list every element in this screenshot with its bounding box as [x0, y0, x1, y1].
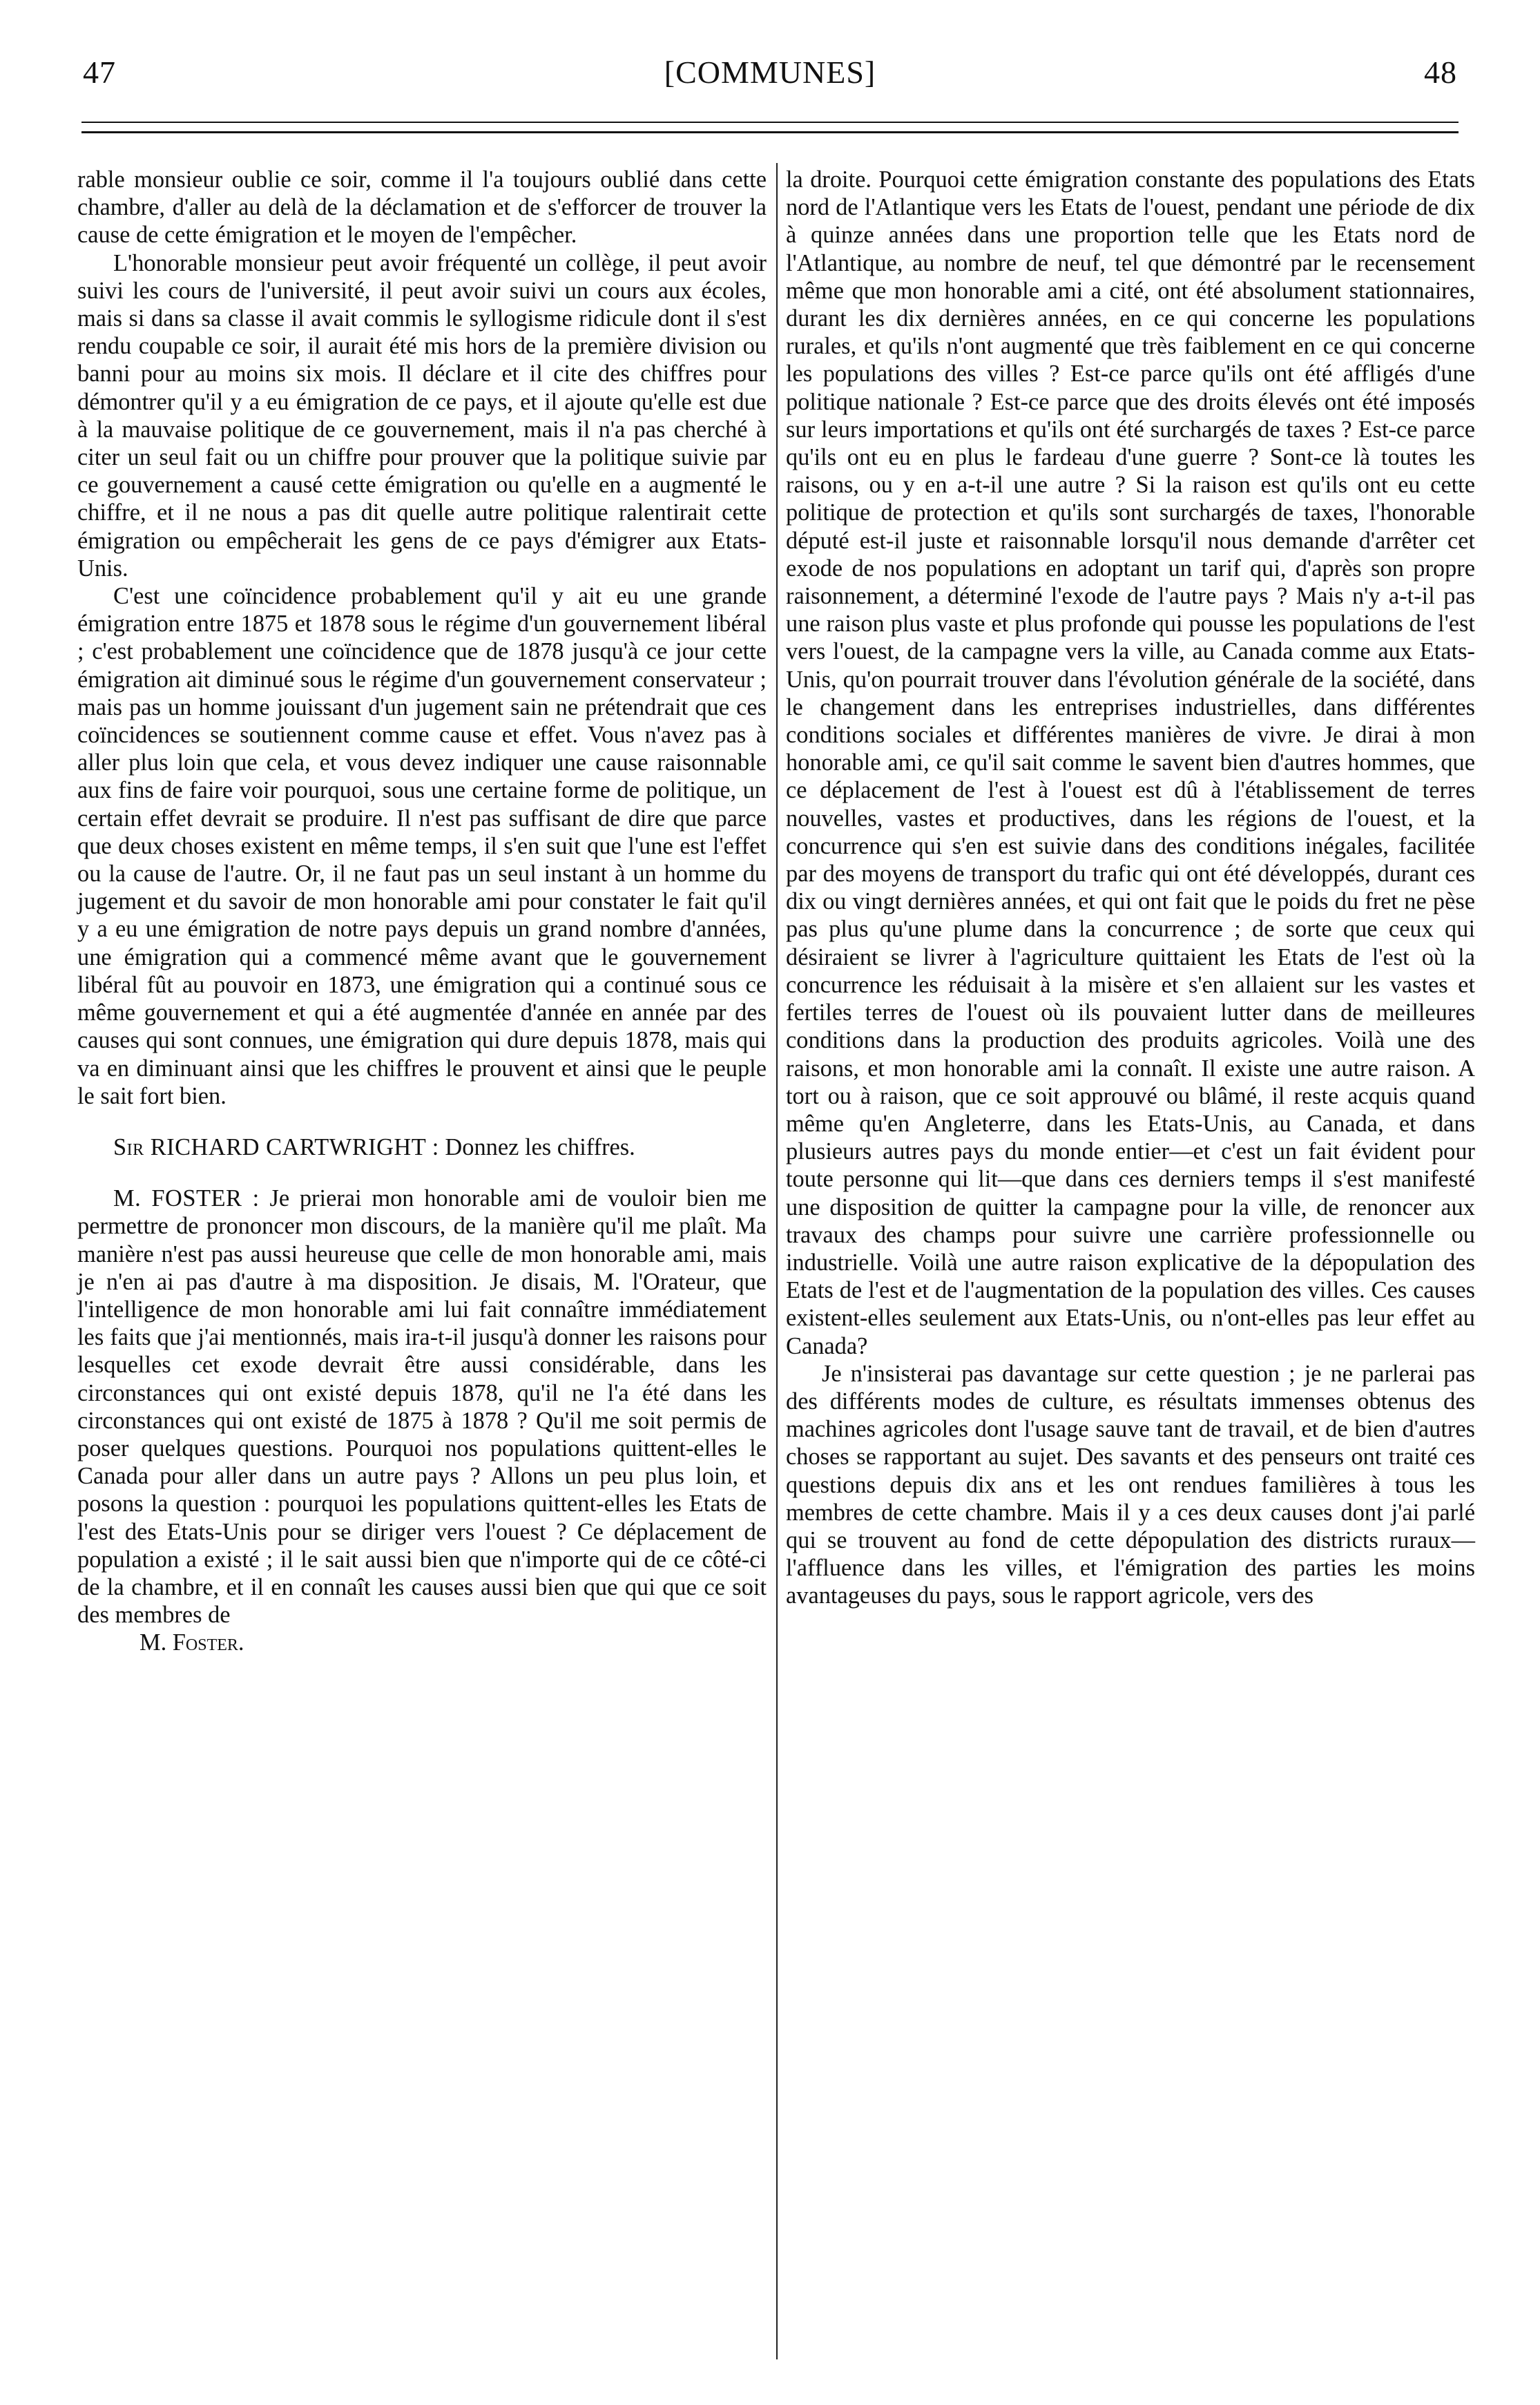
- right-column: [786, 166, 1475, 1610]
- header-rule-thin: [81, 122, 1459, 123]
- paragraph: Je n'insisterai pas davantage sur cette question ; je ne parlerai pas des différents modes de culture, es résultats immenses obtenus des machines agricoles dont l'usage sauve tant de travail, et de bien d'autres choses se rapportant au sujet. Des savants et des penseurs ont traité ces questions depuis dix ans et les ont rendues familières à tous les membres de cette chambre. Mais il y a ces deux causes dont j'ai parlé qui se trouvent au fond de cette dépopulation des districts ruraux—l'affluence dans les villes, et l'émigration des parties les moins avantageuses du pays, sous le rapport agricole, vers des: [786, 1360, 1475, 1609]
- speech-paragraph: [77, 1185, 767, 1629]
- paragraph: la droite. Pourquoi cette émigration constante des populations des Etats nord de l'Atlantique vers les Etats de l'ouest, pendant une période de dix à quinze années dans une proportion telle que les Etats nord de l'Atlantique, au nombre de neuf, tel que démontré par le recensement même que mon honorable ami a cité, ont été absolument stationnaires, durant les dix dernières années, en ce qui concerne les populations rurales, et qu'ils n'ont augmenté que très faiblement en ce qui concerne les populations des villes ? Est-ce parce qu'ils ont été affligés d'une politique nationale ? Est-ce parce que des droits élevés ont été imposés sur leurs importations et qu'ils ont été surchargés de taxes ? Est-ce parce qu'ils ont eu en plus le fardeau d'une guerre ? Sont-ce là toutes les raisons, ou y en a-t-il une autre ? Si la raison est qu'ils ont eu cette politique de protection et qu'ils sont surchargés de taxes, l'honorable député est-il juste et raisonnable lorsqu'il nous demande d'arrêter cet exode de nos populations en adoptant un tarif qui, d'après son propre raisonnement, a déterminé l'exode de l'autre pays ? Mais n'y a-t-il pas une raison plus vaste et plus profonde qui pousse les populations de l'est vers l'ouest, de la campagne vers la ville, au Canada comme aux Etats-Unis, qu'on pourrait trouver dans l'évolution générale de la société, dans le changement dans les entreprises industrielles, dans différentes conditions sociales et différentes manières de vivre. Je dirai à mon honorable ami, ce qu'il sait comme le savent bien d'autres hommes, que ce déplacement de l'est à l'ouest est dû à l'établissement de terres nouvelles, vastes et productives, dans les régions de l'ouest, et la concurrence qui s'en est suivie dans des conditions inégales, facilitée par des moyens de transport du trafic qui ont été développés, durant ces dix ou vingt dernières années, et qui ont fait que le poids du fret ne pèse pas plus qu'une plume dans la concurrence ; de sorte que ceux qui désiraient se livrer à l'agriculture quittaient les Etats de l'est où la concurrence les réduisait à la misère et s'en allaient sur les vastes et fertiles terres de l'ouest où ils pouvaient lutter dans de meilleures conditions dans la production des produits agricoles. Voilà une des raisons, et mon honorable ami la connaît. Il existe une autre raison. A tort ou à raison, que ce soit approuvé ou blâmé, il reste acquis quand même qu'en Angleterre, dans les Etats-Unis, au Canada, et dans plusieurs autres pays du monde entier—et c'est un fait évident pour toute personne qui lit—que dans ces derniers temps il s'est manifesté une disposition de quitter la campagne pour la ville, de renoncer aux travaux des champs pour suivre une carrière professionnelle ou industrielle. Voilà une autre raison explicative de la dépopulation des Etats de l'est et de l'augmentation de la population des villes. Ces causes existent-elles seulement aux Etats-Unis, ou n'ont-elles pas leur effet au Canada?: [786, 166, 1475, 1359]
- left-column: [77, 166, 767, 1657]
- speech-text: Donnez les chiffres.: [445, 1133, 635, 1160]
- section-title: [COMMUNES]: [664, 55, 876, 90]
- page-number-left: 47: [83, 55, 116, 90]
- paragraph: rable monsieur oublie ce soir, comme il l'a toujours oublié dans cette chambre, d'aller au delà de la déclamation et de s'efforcer de trouver la cause de cette émigration et le moyen de l'empêcher.: [77, 166, 767, 249]
- speech-paragraph: [77, 1133, 767, 1161]
- speaker-name: Sir RICHARD CARTWRIGHT :: [113, 1133, 439, 1160]
- header-rule-thick: [81, 131, 1459, 133]
- speaker-signature: M. Foster.: [139, 1629, 244, 1656]
- paragraph: C'est une coïncidence probablement qu'il y ait eu une grande émigration entre 1875 et 1878 sous le régime d'un gouvernement libéral ; c'est probablement une coïncidence que de 1878 jusqu'à ce jour cette émigration ait diminué sous le régime d'un gouvernement conservateur ; mais pas un homme jouissant d'un jugement sain ne prétendrait que ces coïncidences se soutiennent comme cause et effet. Vous n'avez pas à aller plus loin que cela, et vous devez indiquer une cause raisonnable aux fins de faire voir pourquoi, sous une certaine forme de politique, un certain effet devrait se produire. Il n'est pas suffisant de dire que parce que deux choses existent en même temps, il s'en suit que l'une est l'effet ou la cause de l'autre. Or, il ne faut pas un seul instant à un homme du jugement et du savoir de mon honorable ami pour constater le fait qu'il y a eu une émigration de notre pays depuis un grand nombre d'années, une émigration qui a commencé même avant que le gouvernement libéral fût au pouvoir en 1873, une émigration qui a continué sous ce même gouvernement et qui a été augmentée d'année en année par des causes qui sont connues, une émigration qui dure depuis 1878, mais qui va en diminuant ainsi que les chiffres le prouvent et ainsi que le peuple le sait fort bien.: [77, 583, 767, 1109]
- column-divider: [776, 163, 778, 2359]
- speech-text: Je prierai mon honorable ami de vouloir bien me permettre de prononcer mon discours, de la manière qu'il me plaît. Ma manière n'est pas aussi heureuse que celle de mon honorable ami, mais je n'en ai pas d'autre à ma disposition. Je disais, M. l'Orateur, que l'intelligence de mon honorable ami lui fait connaître immédiatement les faits que j'ai mentionnés, mais ira-t-il jusqu'à donner les raisons pour lesquelles cet exode devrait être aussi considérable, dans les circonstances qui ont existé depuis 1878, qu'il ne l'a été dans les circonstances qui ont existé de 1875 à 1878 ? Qu'il me soit permis de poser quelques questions. Pourquoi nos populations quittent-elles le Canada pour aller dans un autre pays ? Allons un peu plus loin, et posons la question : pourquoi les populations quittent-elles les Etats de l'est des Etats-Unis pour se diriger vers l'ouest ? Ce déplacement de population a existé ; il le sait aussi bien que n'importe qui de ce côté-ci de la chambre, et il en connaît les causes aussi bien que qui que ce soit des membres de: [77, 1185, 767, 1629]
- speaker-name: M. FOSTER :: [113, 1185, 260, 1212]
- page-number-right: 48: [1424, 55, 1457, 90]
- paragraph: L'honorable monsieur peut avoir fréquenté un collège, il peut avoir suivi les cours de l'université, il peut avoir suivi un cours aux écoles, mais si dans sa classe il avait commis le syllogisme ridicule dont il s'est rendu coupable ce soir, il aurait été mis hors de la première division ou banni pour au moins six mois. Il déclare et il cite des chiffres pour démontrer qu'il y a eu émigration de ce pays, et il ajoute qu'elle est due à la mauvaise politique de ce gouvernement, mais il n'a pas cherché à citer un seul fait ou un chiffre pour prouver que la politique suivie par ce gouvernement a causé cette émigration ou qu'elle en a augmenté le chiffre, et il ne nous a pas dit quelle autre politique ralentirait cette émigration ou empêcherait les gens de ce pays d'émigrer aux Etats-Unis.: [77, 249, 767, 582]
